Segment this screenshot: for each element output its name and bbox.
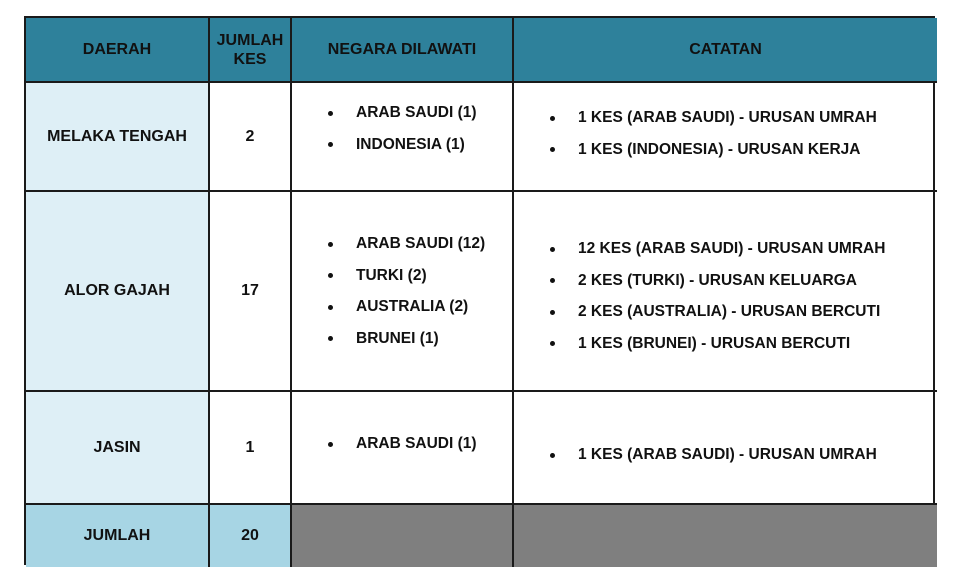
catatan-list (514, 233, 885, 359)
list-item: INDONESIA (1) (356, 129, 477, 161)
total-label-cell (26, 505, 210, 567)
row-catatan (514, 192, 937, 392)
list-item: TURKI (2) (356, 260, 485, 292)
header-jumlah-kes-label (217, 31, 284, 69)
catatan-list (514, 102, 877, 165)
list-item: 1 KES (INDONESIA) - URUSAN KERJA (578, 134, 877, 166)
total-kes-cell (210, 505, 292, 567)
row-catatan (514, 392, 937, 505)
list-item: 1 KES (BRUNEI) - URUSAN BERCUTI (578, 328, 885, 360)
list-item: 1 KES (ARAB SAUDI) - URUSAN UMRAH (578, 439, 877, 471)
negara-list (292, 97, 477, 160)
header-catatan (514, 18, 937, 83)
list-item: 2 KES (TURKI) - URUSAN KELUARGA (578, 265, 885, 297)
daerah-name: ALOR GAJAH (64, 282, 170, 299)
list-item: ARAB SAUDI (1) (356, 97, 477, 129)
header-jumlah-kes-line2: KES (233, 50, 267, 68)
list-item: BRUNEI (1) (356, 323, 485, 355)
header-daerah-label: DAERAH (82, 40, 152, 58)
row-negara (292, 392, 514, 505)
negara-list (292, 228, 485, 354)
negara-list (292, 428, 477, 460)
header-daerah (26, 18, 210, 83)
row-kes (210, 83, 292, 192)
daerah-name: JASIN (93, 438, 141, 456)
row-daerah (26, 83, 210, 192)
total-label: JUMLAH (83, 527, 151, 544)
catatan-list (514, 439, 877, 471)
row-negara (292, 83, 514, 192)
row-kes (210, 392, 292, 505)
list-item: 1 KES (ARAB SAUDI) - URUSAN UMRAH (578, 102, 877, 134)
header-jumlah-kes-line1: JUMLAH (216, 31, 284, 49)
cases-table (24, 16, 935, 565)
list-item: ARAB SAUDI (12) (356, 228, 485, 260)
row-negara (292, 192, 514, 392)
list-item: 12 KES (ARAB SAUDI) - URUSAN UMRAH (578, 233, 885, 265)
daerah-name: MELAKA TENGAH (47, 127, 187, 145)
total-kes: 20 (241, 527, 259, 544)
list-item: AUSTRALIA (2) (356, 291, 485, 323)
row-daerah (26, 192, 210, 392)
kes-count: 1 (245, 438, 255, 456)
header-negara-dilawati (292, 18, 514, 83)
row-kes (210, 192, 292, 392)
row-catatan (514, 83, 937, 192)
header-negara-label: NEGARA DILAWATI (327, 40, 477, 58)
total-empty-catatan (514, 505, 937, 567)
header-catatan-label: CATATAN (689, 40, 762, 58)
list-item: 2 KES (AUSTRALIA) - URUSAN BERCUTI (578, 296, 885, 328)
total-empty-negara (292, 505, 514, 567)
header-jumlah-kes (210, 18, 292, 83)
row-daerah (26, 392, 210, 505)
list-item: ARAB SAUDI (1) (356, 428, 477, 460)
kes-count: 17 (241, 282, 259, 299)
kes-count: 2 (245, 127, 255, 145)
